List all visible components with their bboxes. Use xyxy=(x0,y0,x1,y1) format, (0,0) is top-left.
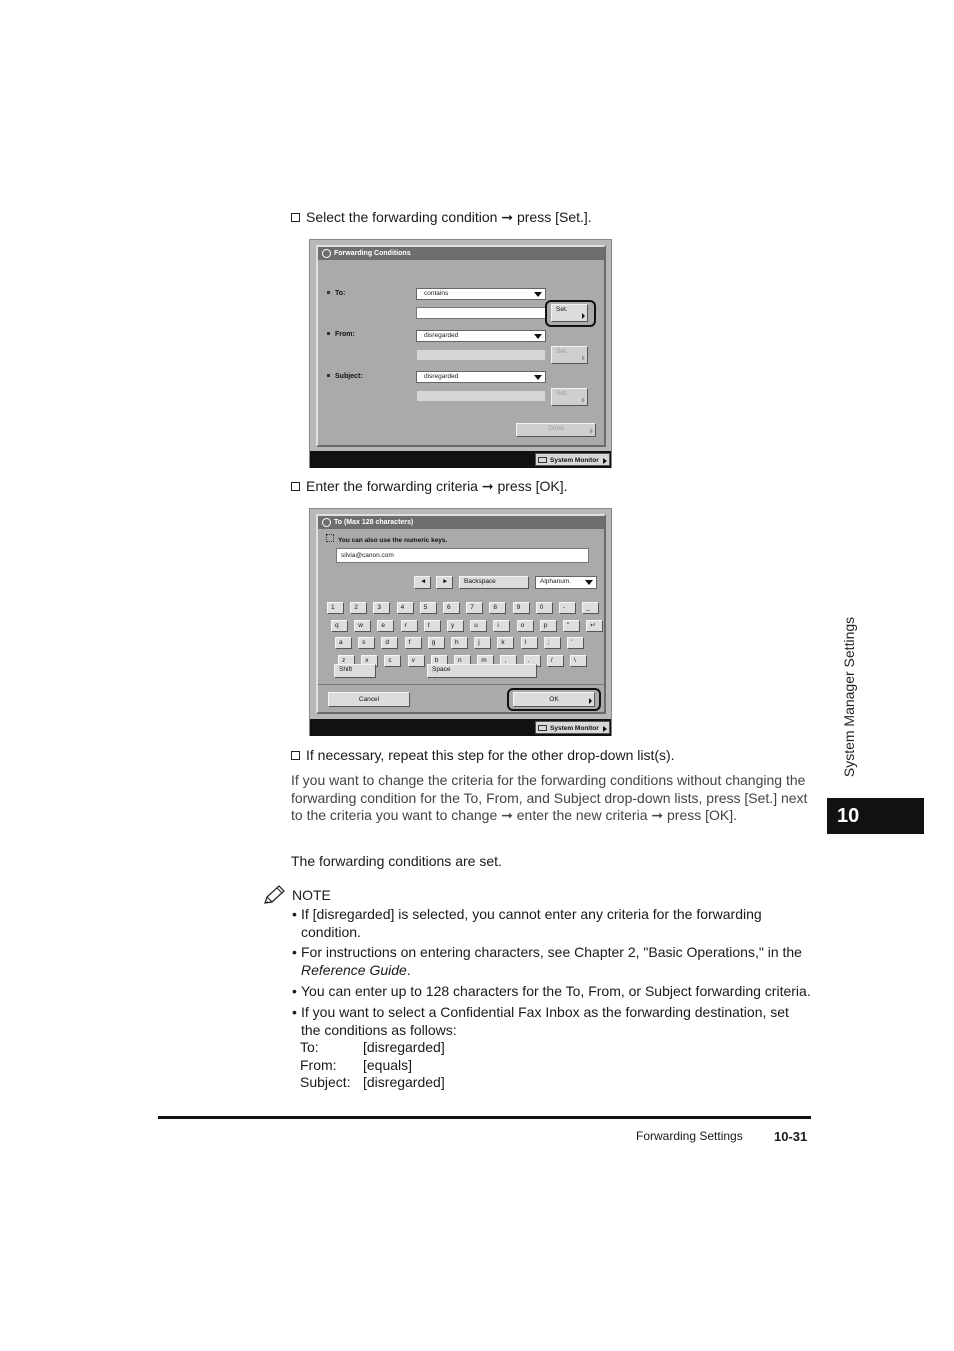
arrow-icon: ➞ xyxy=(501,209,514,225)
title-icon xyxy=(322,518,331,527)
shift-button[interactable]: Shift xyxy=(334,664,376,678)
step-3 xyxy=(291,747,675,763)
keyboard-key[interactable]: h xyxy=(451,637,468,649)
keyboard-key[interactable]: ↵ xyxy=(586,620,603,632)
keyboard-key[interactable]: a xyxy=(335,637,352,649)
note-item: • You can enter up to 128 characters for the To, From, or Subject forwarding criteria. xyxy=(292,983,811,999)
keyboard-key[interactable]: n xyxy=(454,655,471,667)
keyboard-entry-screen xyxy=(309,508,612,736)
keyboard-key[interactable]: u xyxy=(470,620,487,632)
side-tab-label: System Manager Settings xyxy=(841,616,857,778)
chevron-right-icon xyxy=(603,726,607,732)
chevron-down-icon xyxy=(534,334,542,339)
pencil-note-icon xyxy=(262,884,286,906)
keyboard-key[interactable]: l xyxy=(521,637,538,649)
chevron-down-icon xyxy=(534,292,542,297)
step-2-text: Enter the forwarding criteria xyxy=(306,478,482,494)
chapter-tab: 10 xyxy=(827,798,924,834)
keyboard-key[interactable]: i xyxy=(493,620,510,632)
keyboard-key[interactable]: x xyxy=(361,655,378,667)
keyboard-key[interactable]: / xyxy=(547,655,564,667)
keyboard-key[interactable]: q xyxy=(331,620,348,632)
keyboard-key[interactable]: y xyxy=(447,620,464,632)
backspace-button[interactable]: Backspace xyxy=(459,576,529,589)
condition-row: To: [disregarded] xyxy=(300,1039,445,1055)
keyboard-key[interactable]: k xyxy=(497,637,514,649)
keyboard-key[interactable]: z xyxy=(338,655,355,667)
from-label: From: xyxy=(327,331,355,338)
screen-panel xyxy=(316,514,606,714)
screen-title xyxy=(318,516,604,529)
footer-section: Forwarding Settings xyxy=(636,1129,743,1143)
checkbox-icon xyxy=(291,482,300,491)
footer-rule xyxy=(158,1116,811,1119)
keyboard-key[interactable]: . xyxy=(524,655,541,667)
keypad-icon xyxy=(326,534,334,542)
checkbox-icon xyxy=(291,213,300,222)
chevron-down-icon xyxy=(585,580,593,585)
numeric-keys-hint: You can also use the numeric keys. xyxy=(326,534,447,544)
keyboard-key[interactable]: b xyxy=(431,655,448,667)
arrow-icon: ➞ xyxy=(651,807,664,824)
keyboard-key[interactable]: g xyxy=(428,637,445,649)
keyboard-key[interactable]: c xyxy=(384,655,401,667)
keyboard-key[interactable]: 1 xyxy=(327,602,344,614)
subject-criteria-field xyxy=(416,390,546,402)
keyboard-key[interactable]: 2 xyxy=(350,602,367,614)
keyboard-key[interactable]: 4 xyxy=(397,602,414,614)
cursor-left-button[interactable]: ◄ xyxy=(414,576,431,589)
from-dropdown[interactable]: disregarded xyxy=(416,330,546,342)
status-bar xyxy=(310,451,611,468)
keyboard-key[interactable]: d xyxy=(381,637,398,649)
step-1 xyxy=(291,209,592,226)
to-label: To: xyxy=(327,290,345,297)
arrow-icon: ➞ xyxy=(501,807,513,824)
keyboard-key[interactable]: \ xyxy=(570,655,587,667)
arrow-icon: ➞ xyxy=(481,478,494,494)
step-2 xyxy=(291,478,568,495)
keyboard-key[interactable]: , xyxy=(500,655,517,667)
keyboard-key[interactable]: 0 xyxy=(536,602,553,614)
status-bar xyxy=(310,719,611,736)
step-1-text-end: press [Set.]. xyxy=(513,209,592,225)
keyboard-key[interactable]: o xyxy=(517,620,534,632)
keyboard-key[interactable]: v xyxy=(408,655,425,667)
keyboard-key[interactable]: j xyxy=(474,637,491,649)
keyboard-key[interactable]: r xyxy=(401,620,418,632)
keyboard-key[interactable]: w xyxy=(354,620,371,632)
keyboard-key[interactable]: 5 xyxy=(420,602,437,614)
step-3-text: If necessary, repeat this step for the other drop-down list(s). xyxy=(306,747,675,763)
system-monitor-button[interactable]: System Monitor xyxy=(535,721,610,734)
to-dropdown[interactable]: contains xyxy=(416,288,546,300)
forwarding-conditions-screen xyxy=(309,239,612,468)
monitor-icon xyxy=(538,457,547,463)
screen-panel xyxy=(316,245,606,447)
checkbox-icon xyxy=(291,751,300,760)
keyboard-key[interactable]: f xyxy=(405,637,422,649)
condition-row: From: [equals] xyxy=(300,1057,413,1073)
condition-row: Subject: [disregarded] xyxy=(300,1074,445,1090)
keyboard-key[interactable]: e xyxy=(377,620,394,632)
keyboard-key[interactable]: p xyxy=(540,620,557,632)
cursor-right-button[interactable]: ► xyxy=(436,576,453,589)
step-2-text-end: press [OK]. xyxy=(493,478,568,494)
chevron-right-icon xyxy=(603,458,607,464)
subject-label: Subject: xyxy=(327,373,363,380)
keyboard-key[interactable]: 3 xyxy=(373,602,390,614)
keyboard-key[interactable]: s xyxy=(358,637,375,649)
from-set-button: Set. xyxy=(551,346,588,364)
to-criteria-field[interactable] xyxy=(416,307,546,319)
keyboard-key[interactable]: 7 xyxy=(466,602,483,614)
screen-title-text: To (Max 128 characters) xyxy=(334,519,414,526)
ok-button[interactable]: OK xyxy=(513,692,595,707)
from-criteria-field xyxy=(416,349,546,361)
chevron-down-icon xyxy=(534,375,542,380)
note-item: • For instructions on entering characters, see Chapter 2, "Basic Operations," in the Reference Guide. xyxy=(292,944,802,978)
subject-set-button: Set. xyxy=(551,388,588,406)
done-button: Done xyxy=(516,423,596,437)
note-heading: NOTE xyxy=(292,887,331,903)
keyboard-key[interactable]: ' xyxy=(567,637,584,649)
title-icon xyxy=(322,249,331,258)
system-monitor-button[interactable]: System Monitor xyxy=(535,453,610,466)
keyboard-key[interactable]: 6 xyxy=(443,602,460,614)
keyboard-key[interactable]: 8 xyxy=(489,602,506,614)
monitor-icon xyxy=(538,725,547,731)
explanation-paragraph: If you want to change the criteria for the forwarding conditions without changing the forwarding condition for the To, From, and Subject drop-down lists, press [Set.] next to the criteria you want to change ➞ enter the new criteria ➞ press [OK]. xyxy=(291,772,808,824)
screen-title-text: Forwarding Conditions xyxy=(334,250,411,257)
keyboard-key[interactable]: ; xyxy=(544,637,561,649)
cancel-button[interactable]: Cancel xyxy=(328,692,410,707)
space-button[interactable]: Space xyxy=(427,664,537,678)
note-item: • If [disregarded] is selected, you cannot enter any criteria for the forwarding condition. xyxy=(292,906,762,940)
keyboard-key[interactable]: m xyxy=(477,655,494,667)
step-1-text: Select the forwarding condition xyxy=(306,209,502,225)
keyboard-key[interactable]: t xyxy=(424,620,441,632)
keyboard-key[interactable]: " xyxy=(563,620,580,632)
to-set-button[interactable]: Set. xyxy=(551,304,588,322)
subject-dropdown[interactable]: disregarded xyxy=(416,371,546,383)
result-text: The forwarding conditions are set. xyxy=(291,853,502,869)
screen-title xyxy=(318,247,604,260)
input-mode-dropdown[interactable]: Alphanum. xyxy=(535,576,597,589)
keyboard-key[interactable]: - xyxy=(559,602,576,614)
page-number: 10-31 xyxy=(774,1129,808,1144)
keyboard-key[interactable]: _ xyxy=(582,602,599,614)
note-item: • If you want to select a Confidential Fax Inbox as the forwarding destination, set the conditions as follows: xyxy=(292,1004,789,1038)
text-input[interactable]: silvia@canon.com xyxy=(336,548,589,563)
keyboard-key[interactable]: 9 xyxy=(513,602,530,614)
